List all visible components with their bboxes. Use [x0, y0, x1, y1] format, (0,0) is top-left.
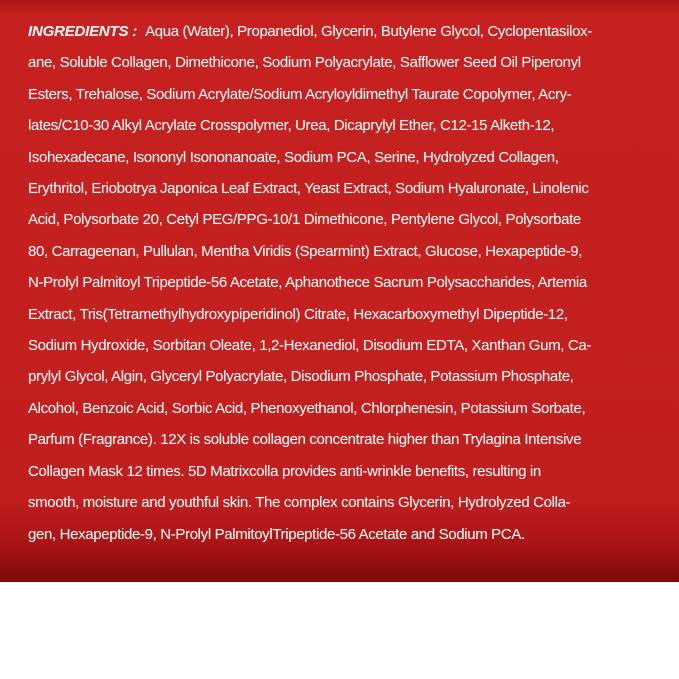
ingredients-line: 80, Carrageenan, Pullulan, Mentha Viridis (Spearmint) Extract, Glucose, Hexapeptide-9,: [28, 242, 583, 260]
ingredients-line: prylyl Glycol, Algin, Glyceryl Polyacrylate, Disodium Phosphate, Potassium Phosphate,: [28, 368, 574, 386]
ingredients-line: Esters, Trehalose, Sodium Acrylate/Sodium Acryloyldimethyl Taurate Copolymer, Acry-: [28, 85, 572, 103]
ingredients-line: lates/C10-30 Alkyl Acrylate Crosspolymer, Urea, Dicaprylyl Ether, C12-15 Alketh-12,: [28, 117, 555, 135]
ingredients-line-text: Aqua (Water), Propanediol, Glycerin, Butylene Glycol, Cyclopentasilox-: [145, 23, 592, 40]
bottom-white-margin: [0, 582, 679, 679]
ingredients-line: smooth, moisture and youthful skin. The complex contains Glycerin, Hydrolyzed Colla-: [28, 494, 571, 512]
ingredients-line: N-Prolyl Palmitoyl Tripeptide-56 Acetate, Aphanothece Sacrum Polysaccharides, Artemia: [28, 274, 587, 292]
ingredients-line: Extract, Tris(Tetramethylhydroxypiperidinol) Citrate, Hexacarboxymethyl Dipeptide-12,: [28, 305, 568, 323]
ingredients-line: ane, Soluble Collagen, Dimethicone, Sodium Polyacrylate, Safflower Seed Oil Piperonyl: [28, 54, 581, 72]
ingredients-line: [28, 16, 659, 47]
ingredients-heading: INGREDIENTS :: [28, 23, 138, 40]
ingredients-line: Parfum (Fragrance). 12X is soluble collagen concentrate higher than Trylagina Intensive: [28, 431, 582, 449]
ingredients-line: Isohexadecane, Isononyl Isononanoate, Sodium PCA, Serine, Hydrolyzed Collagen,: [28, 148, 559, 166]
ingredients-line: gen, Hexapeptide-9, N-Prolyl PalmitoylTripeptide-56 Acetate and Sodium PCA.: [28, 525, 525, 543]
ingredients-line: Sodium Hydroxide, Sorbitan Oleate, 1,2-Hexanediol, Disodium EDTA, Xanthan Gum, Ca-: [28, 337, 591, 355]
ingredients-line: Collagen Mask 12 times. 5D Matrixcolla provides anti-wrinkle benefits, resulting in: [28, 462, 541, 480]
ingredients-line: Alcohol, Benzoic Acid, Sorbic Acid, Phenoxyethanol, Chlorphenesin, Potassium Sorbate,: [28, 399, 586, 417]
ingredients-line: Acid, Polysorbate 20, Cetyl PEG/PPG-10/1 Dimethicone, Pentylene Glycol, Polysorbate: [28, 211, 581, 229]
ingredients-line: Erythritol, Eriobotrya Japonica Leaf Extract, Yeast Extract, Sodium Hyaluronate, Linolenic: [28, 180, 589, 198]
